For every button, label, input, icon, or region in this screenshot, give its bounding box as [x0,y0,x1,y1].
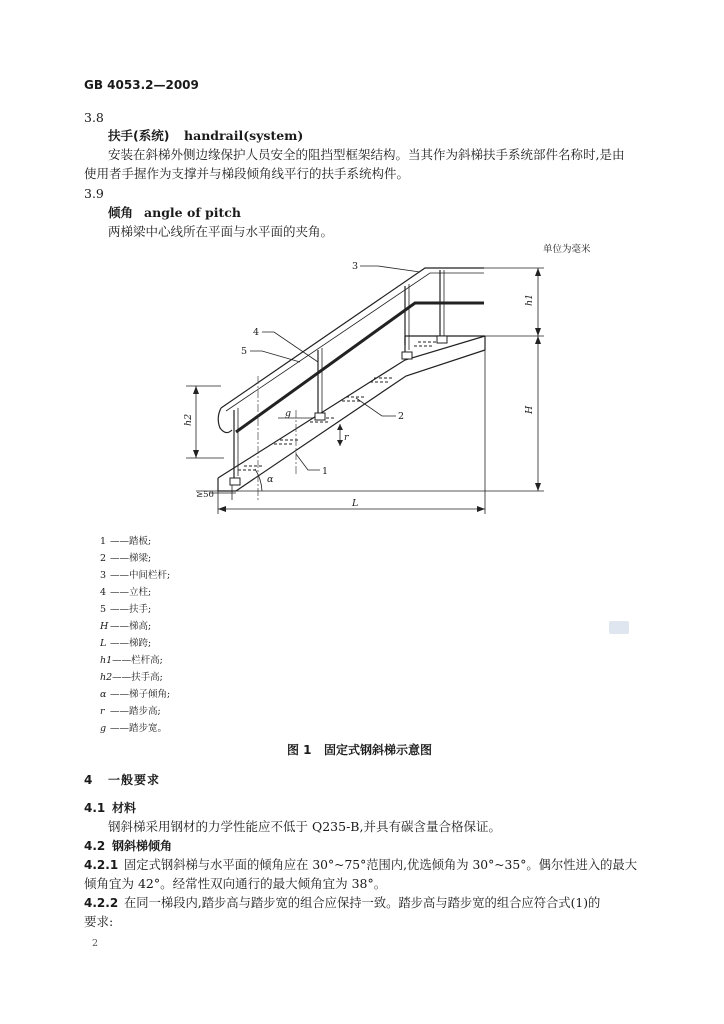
label-1: 1 [322,466,329,477]
label-r: r [344,432,349,443]
step-treads [238,342,438,470]
section-4-2-title: 钢斜梯倾角 [112,839,173,853]
section-3-9-term-en: angle of pitch [144,205,242,220]
leader-1 [296,454,320,470]
label-h1: h1 [524,293,535,306]
legend-item: h2——扶手高; [100,672,163,683]
figure-unit-note: 单位为毫米 [543,244,591,255]
section-4-2-2-line2: 要求: [84,914,114,929]
handrail-end-curl [218,408,232,433]
legend-item: g ——踏步宽。 [100,723,168,734]
legend-item: 2 ——梯梁; [100,553,152,564]
standard-header: GB 4053.2—2009 [84,78,199,92]
legend-item: 5 ——扶手; [100,604,152,615]
section-3-9-number: 3.9 [84,186,104,201]
legend-item: 4 ——立柱; [100,587,152,598]
watermark-stamp [609,621,629,634]
leader-3 [360,266,420,272]
label-4: 4 [253,327,260,338]
middle-rail [236,303,484,432]
legend-item: 1 ——踏板; [100,536,152,547]
section-4-2-1-line1: 固定式钢斜梯与水平面的倾角应在 30°~75°范围内,优选倾角为 30°~35°。偶尔性进入的最大 [124,858,638,872]
label-g: g [285,408,292,419]
label-3: 3 [352,261,359,272]
label-5: 5 [241,346,248,357]
page-number: 2 [92,938,99,949]
label-L: L [352,498,359,509]
section-3-8-number: 3.8 [84,110,104,125]
legend-item: H ——梯高; [100,621,152,632]
label-min50: ≥50 [196,490,214,500]
section-4-1-title: 材料 [112,801,137,815]
figure-caption: 图 1 固定式钢斜梯示意图 [287,743,433,757]
arrowheads [193,268,541,512]
legend-item: h1——栏杆高; [100,655,163,666]
alpha-arc [255,469,262,491]
section-3-8-definition-line2: 使用者手握作为支撑并与梯段倾角线平行的扶手系统构件。 [84,166,410,181]
section-4-2-2-line1: 在同一梯段内,踏步高与踏步宽的组合应保持一致。踏步高与踏步宽的组合应符合式(1)的 [124,896,601,910]
section-3-9-definition: 两梯梁中心线所在平面与水平面的夹角。 [108,224,334,239]
section-4-2-2-number: 4.2.2 [84,896,119,910]
label-h2: h2 [183,413,194,426]
section-4-1-text: 钢斜梯采用钢材的力学性能应不低于 Q235-B,并具有碳含量合格保证。 [108,819,501,834]
section-3-9-term: 倾角 [108,205,134,220]
section-4-number: 4 [84,773,93,787]
section-4-title: 一般要求 [108,773,161,787]
legend-item: 3 ——中间栏杆; [100,570,171,581]
legend-item: α ——梯子倾角; [100,689,171,700]
section-4-2-1-line2: 倾角宜为 42°。经常性双向通行的最大倾角宜为 38°。 [84,876,387,891]
section-4-2-1-number: 4.2.1 [84,858,119,872]
label-alpha: α [267,474,274,485]
legend-item: L ——梯跨; [100,638,152,649]
section-4-2-number: 4.2 [84,839,106,853]
section-3-8-definition-line1: 安装在斜梯外侧边缘保护人员安全的阻挡型框架结构。当其作为斜梯扶手系统部件名称时,是由 [108,147,625,162]
label-H: H [524,405,535,414]
section-3-8-term-en: handrail(system) [184,128,304,143]
section-4-1-number: 4.1 [84,801,106,815]
leader-2 [356,398,396,416]
section-3-8-term: 扶手(系统) [108,128,170,143]
label-2: 2 [398,411,405,422]
legend-item: r ——踏步高; [100,706,161,717]
leader-5 [250,351,300,362]
